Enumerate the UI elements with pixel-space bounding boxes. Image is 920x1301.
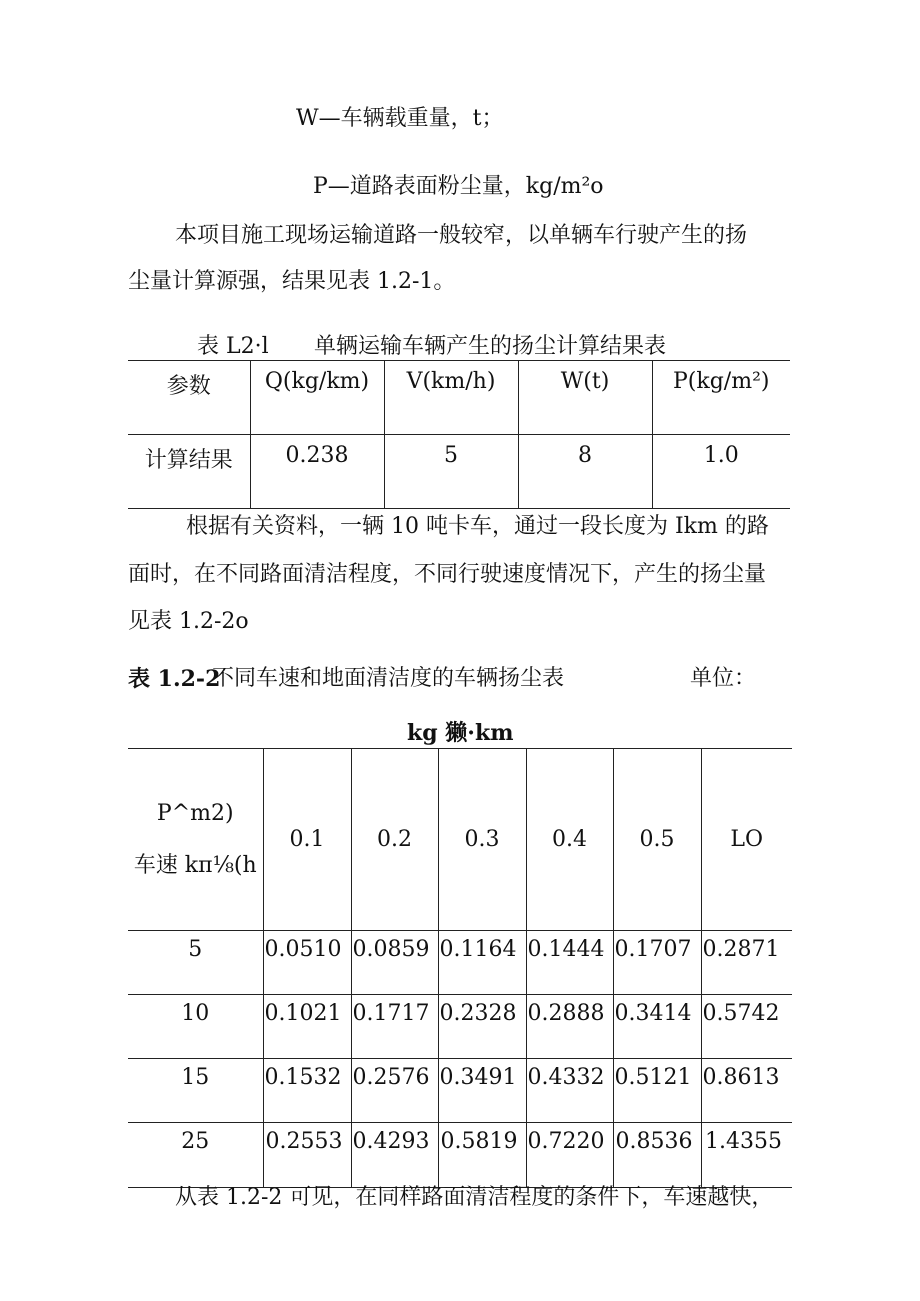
table2-cell: 0.2888 (526, 995, 613, 1059)
table1-caption-number: 表 L2·l (197, 334, 269, 359)
table2-column-header: 0.2 (351, 749, 438, 931)
table1-caption-title: 单辆运输车辆产生的扬尘计算结果表 (314, 334, 667, 359)
table2-corner-cell (128, 749, 263, 931)
paragraph-line: 见表 1.2-2o (128, 609, 249, 634)
table2-unit-value-text: kg 獭·km (407, 720, 514, 746)
table1-header-cell: P(kg/m²) (652, 361, 790, 435)
table2-cell: 0.8536 (613, 1123, 701, 1188)
table2-cell: 0.8613 (701, 1059, 792, 1123)
table2-cell: 0.4293 (351, 1123, 438, 1188)
table1-header-cell: 参数 (128, 361, 250, 435)
table1-header-cell: V(km/h) (384, 361, 518, 435)
table2-column-header: 0.3 (438, 749, 526, 931)
table2-speed-cell: 10 (128, 995, 263, 1059)
table1-cell: 计算结果 (128, 435, 250, 509)
table1-cell: 5 (384, 435, 518, 509)
paragraph-line: 根据有关资料，一辆 10 吨卡车，通过一段长度为 Ikm 的路 (186, 514, 769, 539)
table2-cell: 0.1707 (613, 931, 701, 995)
table2-cell: 0.7220 (526, 1123, 613, 1188)
paragraph-line: 从表 1.2-2 可见，在同样路面清洁程度的条件下，车速越快， (175, 1185, 774, 1210)
table2-cell: 0.5819 (438, 1123, 526, 1188)
table1-header-cell: Q(kg/km) (250, 361, 384, 435)
table2-speed-cell: 25 (128, 1123, 263, 1188)
table1-header-row (128, 361, 790, 435)
table-row (128, 931, 792, 995)
table2-column-header: 0.1 (263, 749, 351, 931)
table2-cell: 0.1532 (263, 1059, 351, 1123)
table2-cell: 0.0510 (263, 931, 351, 995)
table2-corner-bottom: 车速 kπ⅛(h (133, 852, 257, 878)
table2-cell: 1.4355 (701, 1123, 792, 1188)
table1 (128, 360, 790, 509)
table2-speed-cell: 5 (128, 931, 263, 995)
table2-cell: 0.5121 (613, 1059, 701, 1123)
table2-header-row (128, 749, 792, 931)
table2-cell: 0.4332 (526, 1059, 613, 1123)
table2-speed-cell: 15 (128, 1059, 263, 1123)
table2-cell: 0.1164 (438, 931, 526, 995)
table-row (128, 995, 792, 1059)
table2-column-header: 0.5 (613, 749, 701, 931)
definition-p: P—道路表面粉尘量，kg/m²o (313, 174, 604, 199)
table2-cell: 0.0859 (351, 931, 438, 995)
table2-cell: 0.2328 (438, 995, 526, 1059)
table2-cell: 0.1444 (526, 931, 613, 995)
table1-cell: 8 (518, 435, 652, 509)
paragraph-line: 面时，在不同路面清洁程度，不同行驶速度情况下，产生的扬尘量 (128, 562, 767, 587)
table2-cell: 0.1021 (263, 995, 351, 1059)
table2-cell: 0.3491 (438, 1059, 526, 1123)
table2-caption-number (128, 668, 220, 691)
table2-cell: 0.2871 (701, 931, 792, 995)
definition-w: W—车辆载重量，t； (296, 106, 504, 131)
table2-unit-value (407, 722, 513, 745)
table2-cell: 0.1717 (351, 995, 438, 1059)
table1-cell: 0.238 (250, 435, 384, 509)
table1-data-row (128, 435, 790, 509)
table2-caption-number-text: 表 1.2-2 (128, 666, 221, 692)
table2-cell: 0.5742 (701, 995, 792, 1059)
table2-cell: 0.2553 (263, 1123, 351, 1188)
table2-cell: 0.3414 (613, 995, 701, 1059)
table2-column-header: 0.4 (526, 749, 613, 931)
paragraph-line: 尘量计算源强，结果见表 1.2-1。 (128, 269, 456, 294)
table-row (128, 1059, 792, 1123)
table2-column-header: LO (701, 749, 792, 931)
paragraph-line: 本项目施工现场运输道路一般较窄，以单辆车行驶产生的扬 (175, 223, 748, 248)
table1-cell: 1.0 (652, 435, 790, 509)
table2-unit-label: 单位： (690, 666, 757, 691)
table2 (128, 748, 792, 1188)
table1-header-cell: W(t) (518, 361, 652, 435)
table-row (128, 1123, 792, 1188)
table2-cell: 0.2576 (351, 1059, 438, 1123)
table2-corner-top: P^m2) (156, 800, 234, 826)
table2-caption-title: 不同车速和地面清洁度的车辆扬尘表 (212, 666, 565, 691)
